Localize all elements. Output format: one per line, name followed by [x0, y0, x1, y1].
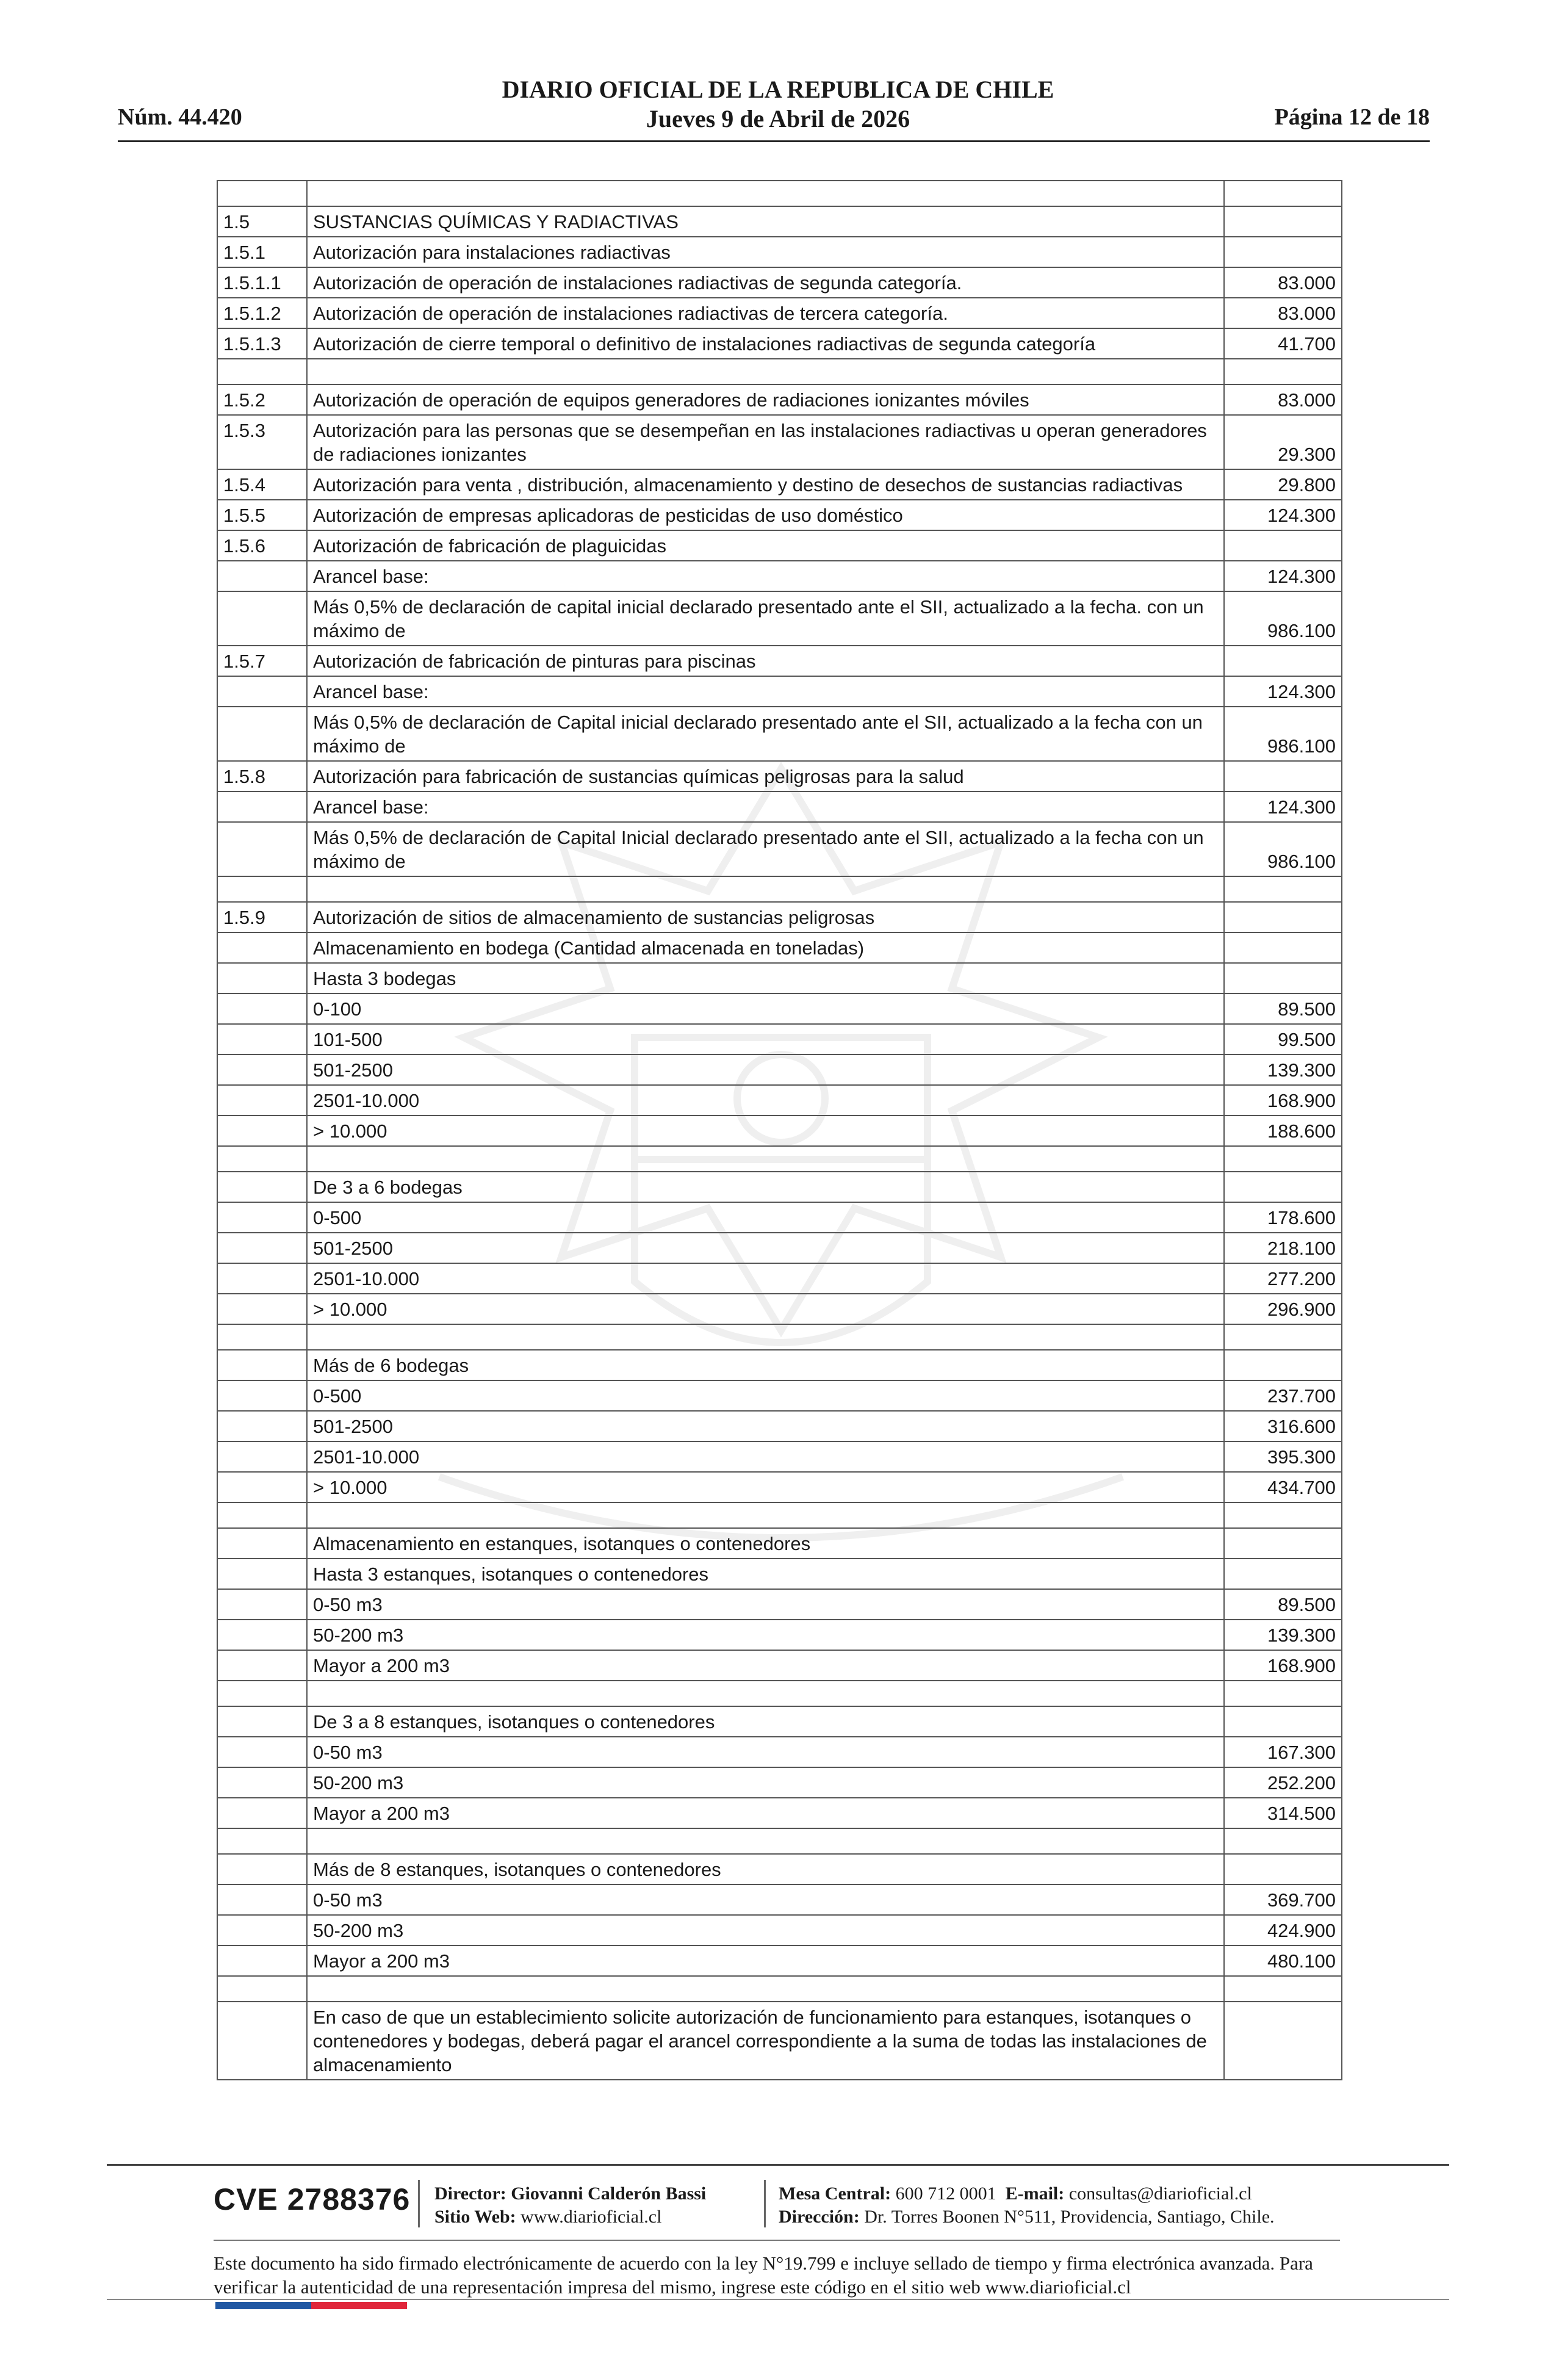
row-value-cell — [1224, 2002, 1342, 2080]
address-line — [779, 2205, 1275, 2229]
issue-number: Núm. 44.420 — [118, 104, 242, 130]
row-code-cell — [217, 591, 307, 646]
table-row-blank — [217, 359, 1342, 384]
row-description-cell — [307, 1146, 1224, 1172]
row-value-cell: 124.300 — [1224, 676, 1342, 707]
row-value-cell — [1224, 876, 1342, 902]
row-code-cell — [217, 1737, 307, 1767]
row-value-cell: 168.900 — [1224, 1085, 1342, 1116]
table-row — [217, 1263, 1342, 1294]
row-value-cell — [1224, 1350, 1342, 1380]
row-value-cell: 29.800 — [1224, 469, 1342, 500]
row-code-cell — [217, 1294, 307, 1324]
director-block — [434, 2182, 706, 2229]
row-description-cell: Autorización de empresas aplicadoras de pesticidas de uso doméstico — [307, 500, 1224, 530]
row-description-cell — [307, 1502, 1224, 1528]
row-value-cell: 316.600 — [1224, 1411, 1342, 1441]
row-value-cell — [1224, 1706, 1342, 1737]
contact-block — [779, 2182, 1275, 2229]
row-description-cell: Autorización de fabricación de plaguicidas — [307, 530, 1224, 561]
row-code-cell — [217, 1884, 307, 1915]
table-row — [217, 993, 1342, 1024]
table-row — [217, 384, 1342, 415]
address-text: Dr. Torres Boonen N°511, Providencia, Santiago, Chile. — [864, 2207, 1275, 2227]
row-value-cell: 83.000 — [1224, 267, 1342, 298]
table-row — [217, 561, 1342, 591]
row-description-cell: > 10.000 — [307, 1116, 1224, 1146]
table-row — [217, 1350, 1342, 1380]
row-code-cell — [217, 1233, 307, 1263]
row-code-cell — [217, 1146, 307, 1172]
table-row — [217, 1024, 1342, 1055]
row-code-cell: 1.5.7 — [217, 646, 307, 676]
row-code-cell — [217, 993, 307, 1024]
row-description-cell: Autorización de sitios de almacenamiento de sustancias peligrosas — [307, 902, 1224, 932]
row-code-cell — [217, 1380, 307, 1411]
row-value-cell: 480.100 — [1224, 1945, 1342, 1976]
row-description-cell: De 3 a 6 bodegas — [307, 1172, 1224, 1202]
table-row-blank — [217, 1324, 1342, 1350]
row-value-cell — [1224, 1681, 1342, 1706]
row-value-cell — [1224, 1976, 1342, 2002]
newspaper-title: DIARIO OFICIAL DE LA REPUBLICA DE CHILE — [502, 76, 1054, 103]
table-row — [217, 1620, 1342, 1650]
table-row — [217, 1767, 1342, 1798]
row-code-cell — [217, 1976, 307, 2002]
table-row — [217, 415, 1342, 469]
table-row-blank — [217, 1502, 1342, 1528]
row-value-cell: 218.100 — [1224, 1233, 1342, 1263]
row-value-cell: 139.300 — [1224, 1055, 1342, 1085]
table-row — [217, 1441, 1342, 1472]
row-value-cell: 314.500 — [1224, 1798, 1342, 1828]
table-row — [217, 1411, 1342, 1441]
table-row — [217, 328, 1342, 359]
row-code-cell — [217, 876, 307, 902]
row-description-cell: En caso de que un establecimiento solicite autorización de funcionamiento para estanques, isotanques o contenedores y bodegas, deberá pagar el arancel correspondiente a la suma de todas las instalaciones de almacenamiento — [307, 2002, 1224, 2080]
row-code-cell — [217, 707, 307, 761]
row-code-cell: 1.5.8 — [217, 761, 307, 792]
row-value-cell — [1224, 1324, 1342, 1350]
row-description-cell: Autorización para venta , distribución, almacenamiento y destino de desechos de sustancias radiactivas — [307, 469, 1224, 500]
table-row — [217, 822, 1342, 876]
row-value-cell: 986.100 — [1224, 707, 1342, 761]
table-row — [217, 1589, 1342, 1620]
row-code-cell — [217, 1681, 307, 1706]
table-row — [217, 206, 1342, 237]
row-code-cell: 1.5.1.3 — [217, 328, 307, 359]
row-value-cell — [1224, 963, 1342, 993]
row-value-cell: 139.300 — [1224, 1620, 1342, 1650]
row-value-cell — [1224, 646, 1342, 676]
row-value-cell: 167.300 — [1224, 1737, 1342, 1767]
row-code-cell: 1.5.9 — [217, 902, 307, 932]
footer-divider — [107, 2164, 1449, 2166]
row-description-cell — [307, 1681, 1224, 1706]
table-row — [217, 1055, 1342, 1085]
director-name: Giovanni Calderón Bassi — [511, 2183, 707, 2204]
fee-table — [217, 180, 1342, 2080]
row-code-cell — [217, 1706, 307, 1737]
row-description-cell: 0-50 m3 — [307, 1589, 1224, 1620]
director-label: Director: — [434, 2183, 506, 2204]
row-value-cell: 424.900 — [1224, 1915, 1342, 1945]
row-code-cell — [217, 1202, 307, 1233]
cve-code: CVE 2788376 — [214, 2182, 411, 2216]
row-value-cell: 434.700 — [1224, 1472, 1342, 1502]
row-code-cell — [217, 1441, 307, 1472]
table-row — [217, 1202, 1342, 1233]
table-row — [217, 1650, 1342, 1681]
footer-separator — [418, 2180, 420, 2227]
table-row — [217, 707, 1342, 761]
table-row — [217, 1472, 1342, 1502]
row-code-cell — [217, 359, 307, 384]
table-row — [217, 1737, 1342, 1767]
row-code-cell: 1.5 — [217, 206, 307, 237]
table-row — [217, 1798, 1342, 1828]
table-row — [217, 1884, 1342, 1915]
row-code-cell — [217, 822, 307, 876]
table-row — [217, 1294, 1342, 1324]
phone-label: Mesa Central: — [779, 2183, 891, 2204]
row-description-cell: Más 0,5% de declaración de capital inicial declarado presentado ante el SII, actualizado a la fecha. con un máximo de — [307, 591, 1224, 646]
row-description-cell: Autorización de operación de equipos generadores de radiaciones ionizantes móviles — [307, 384, 1224, 415]
row-value-cell: 99.500 — [1224, 1024, 1342, 1055]
table-row — [217, 932, 1342, 963]
row-description-cell: Autorización de cierre temporal o definitivo de instalaciones radiactivas de segunda categoría — [307, 328, 1224, 359]
table-row — [217, 500, 1342, 530]
table-row — [217, 1945, 1342, 1976]
table-row — [217, 1116, 1342, 1146]
row-description-cell: 0-50 m3 — [307, 1884, 1224, 1915]
row-value-cell — [1224, 530, 1342, 561]
row-value-cell — [1224, 932, 1342, 963]
row-description-cell: 50-200 m3 — [307, 1915, 1224, 1945]
row-description-cell: Hasta 3 bodegas — [307, 963, 1224, 993]
row-code-cell — [217, 1350, 307, 1380]
row-description-cell: 501-2500 — [307, 1411, 1224, 1441]
table-row-blank — [217, 1828, 1342, 1854]
footer-divider — [214, 2240, 1340, 2241]
row-code-cell: 1.5.6 — [217, 530, 307, 561]
row-description-cell: Almacenamiento en bodega (Cantidad almacenada en toneladas) — [307, 932, 1224, 963]
row-description-cell: > 10.000 — [307, 1472, 1224, 1502]
row-value-cell — [1224, 761, 1342, 792]
row-value-cell: 237.700 — [1224, 1380, 1342, 1411]
row-code-cell: 1.5.1 — [217, 237, 307, 267]
table-row — [217, 963, 1342, 993]
row-code-cell — [217, 1116, 307, 1146]
row-code-cell: 1.5.1.2 — [217, 298, 307, 328]
row-description-cell: 0-50 m3 — [307, 1737, 1224, 1767]
row-description-cell — [307, 359, 1224, 384]
row-code-cell: 1.5.3 — [217, 415, 307, 469]
row-value-cell — [1224, 1854, 1342, 1884]
row-value-cell — [1224, 1828, 1342, 1854]
row-description-cell: 50-200 m3 — [307, 1767, 1224, 1798]
row-code-cell: 1.5.1.1 — [217, 267, 307, 298]
flag-stripe-blue — [215, 2302, 311, 2309]
row-code-cell — [217, 1502, 307, 1528]
row-value-cell: 188.600 — [1224, 1116, 1342, 1146]
table-row-blank — [217, 876, 1342, 902]
row-description-cell: > 10.000 — [307, 1294, 1224, 1324]
row-value-cell: 124.300 — [1224, 792, 1342, 822]
table-row — [217, 1706, 1342, 1737]
row-description-cell: Arancel base: — [307, 561, 1224, 591]
row-value-cell: 986.100 — [1224, 822, 1342, 876]
row-value-cell — [1224, 237, 1342, 267]
row-description-cell: 0-500 — [307, 1380, 1224, 1411]
email-label: E-mail: — [1005, 2183, 1065, 2204]
flag-stripe-red — [311, 2302, 407, 2309]
table-row — [217, 1233, 1342, 1263]
row-value-cell: 296.900 — [1224, 1294, 1342, 1324]
row-description-cell: Autorización para las personas que se desempeñan en las instalaciones radiactivas u operan generadores de radiaciones ionizantes — [307, 415, 1224, 469]
row-value-cell — [1224, 902, 1342, 932]
row-value-cell: 124.300 — [1224, 500, 1342, 530]
row-code-cell — [217, 932, 307, 963]
table-row — [217, 237, 1342, 267]
row-code-cell — [217, 561, 307, 591]
table-row-blank — [217, 181, 1342, 206]
row-description-cell: Más de 8 estanques, isotanques o contenedores — [307, 1854, 1224, 1884]
fee-table-body — [217, 181, 1342, 2080]
row-description-cell: Más 0,5% de declaración de Capital inicial declarado presentado ante el SII, actualizado a la fecha con un máximo de — [307, 707, 1224, 761]
row-code-cell: 1.5.4 — [217, 469, 307, 500]
row-description-cell: Autorización para instalaciones radiactivas — [307, 237, 1224, 267]
row-code-cell — [217, 1767, 307, 1798]
row-description-cell: 2501-10.000 — [307, 1263, 1224, 1294]
table-row — [217, 676, 1342, 707]
table-row — [217, 2002, 1342, 2080]
row-description-cell: 101-500 — [307, 1024, 1224, 1055]
row-value-cell — [1224, 1502, 1342, 1528]
table-row — [217, 902, 1342, 932]
row-description-cell: Autorización de operación de instalaciones radiactivas de segunda categoría. — [307, 267, 1224, 298]
row-value-cell: 986.100 — [1224, 591, 1342, 646]
row-value-cell — [1224, 1146, 1342, 1172]
table-row — [217, 298, 1342, 328]
legal-notice: Este documento ha sido firmado electrónicamente de acuerdo con la ley N°19.799 e incluye sellado de tiempo y firma electrónica avanzada. Para verificar la autenticidad de una representación impresa del mismo, ingrese este código en el sitio web www.diarioficial.cl — [214, 2252, 1313, 2298]
row-code-cell — [217, 1798, 307, 1828]
row-code-cell — [217, 2002, 307, 2080]
row-description-cell — [307, 876, 1224, 902]
row-description-cell: 50-200 m3 — [307, 1620, 1224, 1650]
row-value-cell: 395.300 — [1224, 1441, 1342, 1472]
row-description-cell — [307, 1828, 1224, 1854]
website-line — [434, 2205, 706, 2229]
row-value-cell: 41.700 — [1224, 328, 1342, 359]
table-row — [217, 469, 1342, 500]
table-row — [217, 1559, 1342, 1589]
row-code-cell — [217, 1915, 307, 1945]
row-description-cell: Autorización de operación de instalaciones radiactivas de tercera categoría. — [307, 298, 1224, 328]
table-row-blank — [217, 1976, 1342, 2002]
phone-number: 600 712 0001 — [895, 2183, 996, 2204]
header-divider — [118, 140, 1430, 142]
table-row — [217, 761, 1342, 792]
row-description-cell: De 3 a 8 estanques, isotanques o contenedores — [307, 1706, 1224, 1737]
row-code-cell — [217, 1411, 307, 1441]
row-description-cell — [307, 1976, 1224, 2002]
table-row — [217, 591, 1342, 646]
row-code-cell — [217, 963, 307, 993]
row-code-cell — [217, 1263, 307, 1294]
row-value-cell: 83.000 — [1224, 298, 1342, 328]
table-row — [217, 530, 1342, 561]
row-value-cell: 168.900 — [1224, 1650, 1342, 1681]
row-description-cell: Más de 6 bodegas — [307, 1350, 1224, 1380]
row-value-cell: 83.000 — [1224, 384, 1342, 415]
row-description-cell: 2501-10.000 — [307, 1085, 1224, 1116]
row-value-cell: 124.300 — [1224, 561, 1342, 591]
table-row — [217, 646, 1342, 676]
row-description-cell: 2501-10.000 — [307, 1441, 1224, 1472]
director-line — [434, 2182, 706, 2205]
row-code-cell — [217, 1620, 307, 1650]
row-code-cell: 1.5.5 — [217, 500, 307, 530]
row-code-cell — [217, 1559, 307, 1589]
row-description-cell: Hasta 3 estanques, isotanques o contenedores — [307, 1559, 1224, 1589]
table-row — [217, 1085, 1342, 1116]
row-description-cell: Autorización para fabricación de sustancias químicas peligrosas para la salud — [307, 761, 1224, 792]
row-code-cell — [217, 1650, 307, 1681]
row-code-cell — [217, 1945, 307, 1976]
issue-date: Jueves 9 de Abril de 2026 — [646, 105, 910, 132]
row-value-cell: 29.300 — [1224, 415, 1342, 469]
row-description-cell: Mayor a 200 m3 — [307, 1650, 1224, 1681]
row-code-cell — [217, 792, 307, 822]
row-code-cell — [217, 1472, 307, 1502]
row-description-cell: Autorización de fabricación de pinturas para piscinas — [307, 646, 1224, 676]
row-description-cell: Arancel base: — [307, 676, 1224, 707]
contact-line — [779, 2182, 1275, 2205]
row-description-cell: Arancel base: — [307, 792, 1224, 822]
footer-divider — [107, 2299, 1449, 2300]
website-link[interactable]: www.diarioficial.cl — [520, 2207, 662, 2227]
table-row — [217, 792, 1342, 822]
website-label: Sitio Web: — [434, 2207, 516, 2227]
row-description-cell: Almacenamiento en estanques, isotanques o contenedores — [307, 1528, 1224, 1559]
table-row — [217, 1172, 1342, 1202]
row-code-cell — [217, 1024, 307, 1055]
table-row-blank — [217, 1681, 1342, 1706]
row-description-cell — [307, 1324, 1224, 1350]
row-value-cell: 252.200 — [1224, 1767, 1342, 1798]
table-row — [217, 1854, 1342, 1884]
row-value-cell: 89.500 — [1224, 993, 1342, 1024]
row-description-cell: 0-500 — [307, 1202, 1224, 1233]
row-value-cell — [1224, 359, 1342, 384]
row-value-cell: 178.600 — [1224, 1202, 1342, 1233]
row-code-cell — [217, 1085, 307, 1116]
row-value-cell — [1224, 1528, 1342, 1559]
row-value-cell: 369.700 — [1224, 1884, 1342, 1915]
row-description-cell — [307, 181, 1224, 206]
row-code-cell — [217, 1172, 307, 1202]
row-description-cell: 501-2500 — [307, 1233, 1224, 1263]
row-code-cell — [217, 1589, 307, 1620]
row-description-cell: SUSTANCIAS QUÍMICAS Y RADIACTIVAS — [307, 206, 1224, 237]
row-value-cell — [1224, 1172, 1342, 1202]
row-value-cell — [1224, 1559, 1342, 1589]
row-value-cell — [1224, 206, 1342, 237]
table-row — [217, 267, 1342, 298]
row-value-cell: 277.200 — [1224, 1263, 1342, 1294]
table-row — [217, 1528, 1342, 1559]
row-code-cell — [217, 1854, 307, 1884]
row-value-cell — [1224, 181, 1342, 206]
row-code-cell — [217, 1828, 307, 1854]
row-code-cell — [217, 1324, 307, 1350]
table-row-blank — [217, 1146, 1342, 1172]
row-description-cell: Más 0,5% de declaración de Capital Inicial declarado presentado ante el SII, actualizado a la fecha con un máximo de — [307, 822, 1224, 876]
page-number: Página 12 de 18 — [1274, 104, 1430, 130]
email-link[interactable]: consultas@diarioficial.cl — [1068, 2183, 1252, 2204]
row-description-cell: Mayor a 200 m3 — [307, 1945, 1224, 1976]
row-description-cell: Mayor a 200 m3 — [307, 1798, 1224, 1828]
row-code-cell — [217, 676, 307, 707]
table-row — [217, 1380, 1342, 1411]
row-code-cell — [217, 1055, 307, 1085]
row-value-cell: 89.500 — [1224, 1589, 1342, 1620]
row-code-cell — [217, 1528, 307, 1559]
row-description-cell: 501-2500 — [307, 1055, 1224, 1085]
row-description-cell: 0-100 — [307, 993, 1224, 1024]
footer-separator — [764, 2180, 766, 2227]
table-row — [217, 1915, 1342, 1945]
row-code-cell: 1.5.2 — [217, 384, 307, 415]
address-label: Dirección: — [779, 2207, 860, 2227]
row-code-cell — [217, 181, 307, 206]
